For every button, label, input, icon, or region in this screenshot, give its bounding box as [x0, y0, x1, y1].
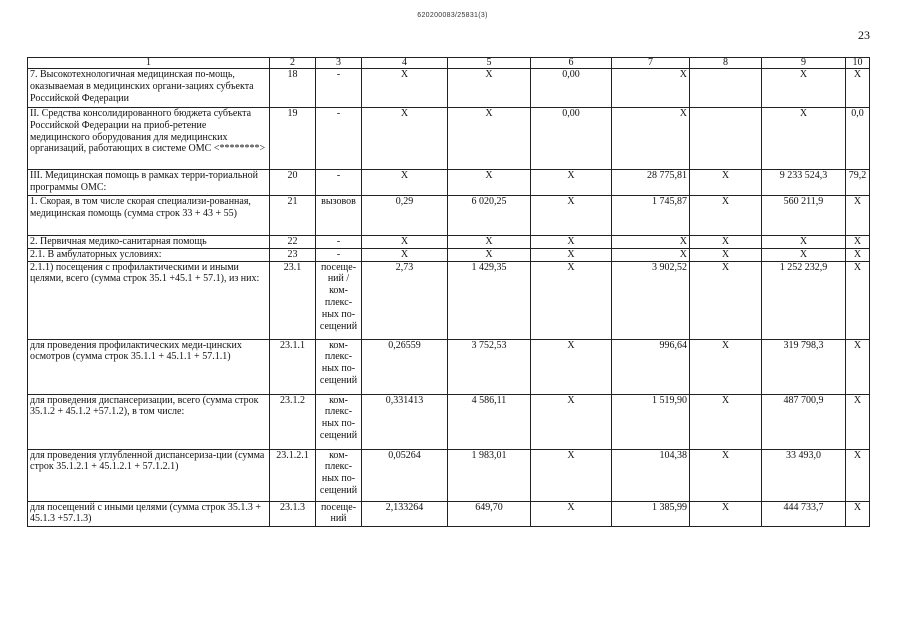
row-code: 23.1 [270, 261, 316, 339]
table-row [28, 261, 870, 339]
cell-col-5: X [448, 236, 531, 249]
unit-of-measure: - [316, 236, 362, 249]
cell-col-10: 79,2 [846, 170, 870, 196]
row-name: для проведения диспансеризации, всего (сумма строк 35.1.2 + 45.1.2 +57.1.2), в том числе: [28, 394, 270, 449]
cell-col-5: 3 752,53 [448, 339, 531, 394]
cell-col-7: 996,64 [612, 339, 690, 394]
cell-col-7: 104,38 [612, 449, 690, 501]
cell-col-10: X [846, 394, 870, 449]
table-row [28, 170, 870, 196]
cell-col-7: X [612, 69, 690, 108]
cell-col-10: X [846, 501, 870, 526]
cell-col-4: X [362, 108, 448, 170]
cell-col-6: X [531, 196, 612, 236]
row-name: для посещений с иными целями (сумма строк 35.1.3 + 45.1.3 +57.1.3) [28, 501, 270, 526]
cell-col-8: X [690, 196, 762, 236]
cell-col-6: X [531, 394, 612, 449]
table-body [28, 58, 870, 527]
table-row [28, 236, 870, 249]
row-code: 23.1.2.1 [270, 449, 316, 501]
cell-col-9: X [762, 248, 846, 261]
table-row [28, 339, 870, 394]
row-name: III. Медицинская помощь в рамках терри-ториальной программы ОМС: [28, 170, 270, 196]
column-number-row [28, 58, 870, 69]
row-code: 22 [270, 236, 316, 249]
cell-col-6: X [531, 170, 612, 196]
cell-col-7: 1 745,87 [612, 196, 690, 236]
unit-of-measure: ком-плекс-ных по-сещений [316, 449, 362, 501]
cell-col-6: X [531, 236, 612, 249]
row-name: 2. Первичная медико-санитарная помощь [28, 236, 270, 249]
cell-col-4: X [362, 248, 448, 261]
row-name: 2.1.1) посещения с профилактическими и иными целями, всего (сумма строк 35.1 +45.1 + 57.1), из них: [28, 261, 270, 339]
cell-col-7: X [612, 236, 690, 249]
table-row [28, 248, 870, 261]
cell-col-8 [690, 108, 762, 170]
cell-col-9: 1 252 232,9 [762, 261, 846, 339]
cell-col-7: 28 775,81 [612, 170, 690, 196]
cell-col-10: X [846, 196, 870, 236]
unit-of-measure: вызовов [316, 196, 362, 236]
row-name: для проведения профилактических меди-цинских осмотров (сумма строк 35.1.1 + 45.1.1 + 57.1.1) [28, 339, 270, 394]
cell-col-4: 0,26559 [362, 339, 448, 394]
unit-of-measure: - [316, 248, 362, 261]
table-row [28, 196, 870, 236]
document-id: 620200083/25831(3) [417, 12, 488, 19]
cell-col-9: X [762, 236, 846, 249]
cell-col-5: 6 020,25 [448, 196, 531, 236]
column-header: 9 [762, 58, 846, 69]
unit-of-measure: посеще-ний [316, 501, 362, 526]
cell-col-5: X [448, 248, 531, 261]
column-header: 7 [612, 58, 690, 69]
column-header: 6 [531, 58, 612, 69]
cell-col-6: X [531, 248, 612, 261]
cell-col-8: X [690, 394, 762, 449]
unit-of-measure: - [316, 69, 362, 108]
cell-col-9: X [762, 69, 846, 108]
cell-col-5: 649,70 [448, 501, 531, 526]
row-code: 18 [270, 69, 316, 108]
column-header: 2 [270, 58, 316, 69]
column-header: 5 [448, 58, 531, 69]
table-row [28, 69, 870, 108]
cell-col-9: 319 798,3 [762, 339, 846, 394]
cell-col-4: X [362, 170, 448, 196]
row-name: 2.1. В амбулаторных условиях: [28, 248, 270, 261]
cell-col-9: 444 733,7 [762, 501, 846, 526]
cell-col-6: X [531, 449, 612, 501]
cell-col-10: X [846, 236, 870, 249]
table-row [28, 108, 870, 170]
cell-col-6: 0,00 [531, 108, 612, 170]
unit-of-measure: - [316, 108, 362, 170]
cell-col-7: 3 902,52 [612, 261, 690, 339]
cell-col-7: 1 385,99 [612, 501, 690, 526]
table-row [28, 449, 870, 501]
cell-col-5: X [448, 69, 531, 108]
cell-col-8 [690, 69, 762, 108]
cell-col-9: 487 700,9 [762, 394, 846, 449]
column-header: 4 [362, 58, 448, 69]
cell-col-8: X [690, 248, 762, 261]
column-header: 10 [846, 58, 870, 69]
cell-col-6: 0,00 [531, 69, 612, 108]
cell-col-5: X [448, 108, 531, 170]
cell-col-8: X [690, 339, 762, 394]
data-table [27, 57, 870, 527]
row-name: 1. Скорая, в том числе скорая специализи-рованная, медицинская помощь (сумма строк 33 + 43 + 55) [28, 196, 270, 236]
cell-col-4: X [362, 236, 448, 249]
cell-col-8: X [690, 501, 762, 526]
cell-col-7: 1 519,90 [612, 394, 690, 449]
unit-of-measure: - [316, 170, 362, 196]
cell-col-10: 0,0 [846, 108, 870, 170]
cell-col-6: X [531, 261, 612, 339]
row-name: для проведения углубленной диспансериза-ции (сумма строк 35.1.2.1 + 45.1.2.1 + 57.1.2.1) [28, 449, 270, 501]
cell-col-6: X [531, 339, 612, 394]
cell-col-8: X [690, 170, 762, 196]
cell-col-10: X [846, 248, 870, 261]
cell-col-10: X [846, 261, 870, 339]
unit-of-measure: ком-плекс-ных по-сещений [316, 339, 362, 394]
table-row [28, 501, 870, 526]
row-code: 19 [270, 108, 316, 170]
page-number: 23 [858, 28, 870, 42]
unit-of-measure: посеще-ний / ком-плекс-ных по-сещений [316, 261, 362, 339]
cell-col-5: X [448, 170, 531, 196]
column-header: 3 [316, 58, 362, 69]
row-name: 7. Высокотехнологичная медицинская по-мощь, оказываемая в медицинских органи-зациях субъекта Российской Федерации [28, 69, 270, 108]
row-code: 23.1.1 [270, 339, 316, 394]
row-code: 23.1.3 [270, 501, 316, 526]
table-row [28, 394, 870, 449]
row-code: 21 [270, 196, 316, 236]
row-name: II. Средства консолидированного бюджета субъекта Российской Федерации на приоб-ретение медицинского оборудования для медицинских организаций, работающих в системе ОМС <********> [28, 108, 270, 170]
cell-col-4: 0,331413 [362, 394, 448, 449]
row-code: 20 [270, 170, 316, 196]
cell-col-4: X [362, 69, 448, 108]
cell-col-5: 1 429,35 [448, 261, 531, 339]
cell-col-4: 2,73 [362, 261, 448, 339]
cell-col-10: X [846, 449, 870, 501]
cell-col-10: X [846, 69, 870, 108]
column-header: 8 [690, 58, 762, 69]
cell-col-7: X [612, 248, 690, 261]
cell-col-4: 0,29 [362, 196, 448, 236]
cell-col-8: X [690, 449, 762, 501]
row-code: 23.1.2 [270, 394, 316, 449]
cell-col-9: 33 493,0 [762, 449, 846, 501]
cell-col-4: 0,05264 [362, 449, 448, 501]
cell-col-10: X [846, 339, 870, 394]
cell-col-9: X [762, 108, 846, 170]
cell-col-5: 1 983,01 [448, 449, 531, 501]
cell-col-4: 2,133264 [362, 501, 448, 526]
cell-col-5: 4 586,11 [448, 394, 531, 449]
row-code: 23 [270, 248, 316, 261]
cell-col-8: X [690, 261, 762, 339]
cell-col-9: 9 233 524,3 [762, 170, 846, 196]
column-header: 1 [28, 58, 270, 69]
cell-col-7: X [612, 108, 690, 170]
cell-col-9: 560 211,9 [762, 196, 846, 236]
unit-of-measure: ком-плекс-ных по-сещений [316, 394, 362, 449]
cell-col-8: X [690, 236, 762, 249]
cell-col-6: X [531, 501, 612, 526]
